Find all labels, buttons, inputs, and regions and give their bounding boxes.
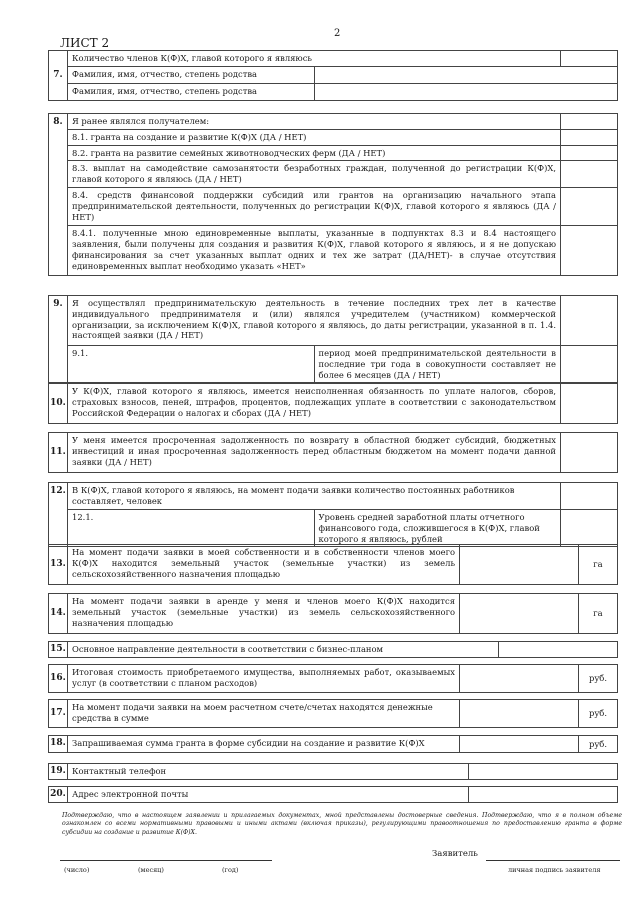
row-7-member-label: Фамилия, имя, отчество, степень родства [68, 67, 315, 84]
row-17-table [48, 699, 618, 728]
row-9-1-text: период моей предпринимательской деятельности в последние три года в совокупности составляет не более 6 месяцев (ДА / НЕТ) [314, 346, 561, 383]
row-12-table [48, 482, 618, 547]
row-number: 9. [49, 296, 68, 383]
row-9-1-number: 9.1. [68, 346, 315, 383]
answer-cell[interactable] [460, 594, 579, 634]
answer-cell[interactable] [460, 700, 579, 728]
unit-label: га [579, 545, 618, 585]
date-line[interactable] [60, 860, 272, 861]
answer-cell[interactable] [460, 736, 579, 753]
row-19-table [48, 763, 618, 780]
row-17-text: На момент подачи заявки на моем расчетном счете/счетах находятся денежные средства в сумме [68, 700, 460, 728]
row-number: 19. [49, 764, 68, 780]
row-11-table [48, 432, 618, 473]
row-20-table [48, 786, 618, 803]
answer-cell[interactable] [561, 346, 618, 383]
answer-cell[interactable] [561, 384, 618, 424]
row-8-4-1-text: 8.4.1. полученные мною единовременные выплаты, указанные в подпунктах 8.3 и 8.4 настоящего заявления, были получены для создания и развития К(Ф)Х, главой которого я являюсь, и я не допускаю финансирования за счет указанных выплат одних и тех же затрат (ДА/НЕТ)- в случае отсутствия единовременных выплат необходимо указать «НЕТ» [68, 226, 561, 276]
row-18-table [48, 735, 618, 753]
row-10-text: У К(Ф)Х, главой которого я являюсь, имеется неисполненная обязанность по уплате налогов, сборов, страховых взносов, пеней, штрафов, процентов, подлежащих уплате в соответствии с законодательством Российской Федерации о налогах и сборах (ДА / НЕТ) [68, 384, 561, 424]
unit-label: га [579, 594, 618, 634]
answer-cell[interactable] [561, 296, 618, 346]
row-10-table [48, 383, 618, 424]
row-9-table [48, 295, 618, 383]
footer-day-label: (число) [64, 866, 90, 874]
answer-cell[interactable] [314, 67, 618, 84]
row-number: 20. [49, 787, 68, 803]
row-number: 11. [49, 433, 68, 473]
answer-cell[interactable] [561, 129, 618, 145]
answer-cell[interactable] [561, 161, 618, 188]
row-16-text: Итоговая стоимость приобретаемого имущества, выполняемых работ, оказываемых услуг (в соответствии с планом расходов) [68, 665, 460, 693]
unit-label: руб. [579, 700, 618, 728]
answer-cell[interactable] [561, 483, 618, 510]
row-14-text: На момент подачи заявки в аренде у меня и членов моего К(Ф)Х находится земельный участок (земельные участки) из земель сельскохозяйственного назначения площадью [68, 594, 460, 634]
page-number: 2 [334, 28, 341, 39]
row-8-4-text: 8.4. средств финансовой поддержки субсидий или грантов на организацию начального этапа предпринимательской деятельности, полученных до регистрации К(Ф)Х, главой которого я являюсь (ДА / НЕТ) [68, 188, 561, 226]
answer-cell[interactable] [561, 145, 618, 161]
answer-cell[interactable] [561, 114, 618, 130]
answer-cell[interactable] [561, 226, 618, 276]
unit-label: руб. [579, 665, 618, 693]
row-9-text: Я осуществлял предпринимательскую деятельность в течение последних трех лет в качестве индивидуального предпринимателя и (или) являлся учредителем (участником) коммерческой организации, за исключением К(Ф)Х, главой которого я являюсь, до даты регистрации, указанной в п. 1.4. настоящей заявки (ДА / НЕТ) [68, 296, 561, 346]
row-13-text: На момент подачи заявки в моей собственности и в собственности членов моего К(Ф)Х находится земельный участок (земельные участки) из земель сельскохозяйственного назначения площадью [68, 545, 460, 585]
row-11-text: У меня имеется просроченная задолженность по возврату в областной бюджет субсидий, бюджетных инвестиций и иная просроченная задолженность перед областным бюджетом на момент подачи данной заявки (ДА / НЕТ) [68, 433, 561, 473]
row-14-table [48, 593, 618, 634]
row-number: 16. [49, 665, 68, 693]
row-number: 18. [49, 736, 68, 753]
row-7-member-label: Фамилия, имя, отчество, степень родства [68, 84, 315, 101]
answer-cell[interactable] [460, 665, 579, 693]
row-20-text: Адрес электронной почты [68, 787, 469, 803]
row-number: 7. [49, 51, 68, 101]
answer-cell[interactable] [314, 84, 618, 101]
row-8-1-text: 8.1. гранта на создание и развитие К(Ф)Х (ДА / НЕТ) [68, 129, 561, 145]
answer-cell[interactable] [561, 51, 618, 67]
row-15-text: Основное направление деятельности в соответствии с бизнес-планом [68, 642, 499, 658]
email-field[interactable] [469, 787, 618, 803]
signature-line[interactable] [486, 860, 620, 861]
answer-cell[interactable] [460, 545, 579, 585]
row-number: 8. [49, 114, 68, 276]
row-8-3-text: 8.3. выплат на самодействие самозанятости безработных граждан, полученной до регистрации К(Ф)Х, главой которого я являюсь (ДА / НЕТ) [68, 161, 561, 188]
answer-cell[interactable] [561, 433, 618, 473]
row-12-1-text: Уровень средней заработной платы отчетного финансового года, сложившегося в К(Ф)Х, главой которого я являюсь, рублей [314, 510, 561, 547]
row-8-text: Я ранее являлся получателем: [68, 114, 561, 130]
footer-signature-label: личная подпись заявителя [508, 866, 601, 874]
row-number: 13. [49, 545, 68, 585]
row-number: 17. [49, 700, 68, 728]
row-18-text: Запрашиваемая сумма гранта в форме субсидии на создание и развитие К(Ф)Х [68, 736, 460, 753]
unit-label: руб. [579, 736, 618, 753]
footer-year-label: (год) [222, 866, 239, 874]
consent-statement: Подтверждаю, что в настоящем заявлении и прилагаемых документах, мной представлены достоверные сведения. Подтверждаю, что я в полном объеме ознакомлен со всеми нормативными правовыми и иными актами (включая приказы), регулирующими правоотношения по предоставлению гранта в форме субсидии на создание и развитие К(Ф)Х. [62, 812, 622, 836]
answer-cell[interactable] [499, 642, 618, 658]
row-15-table [48, 641, 618, 658]
contact-phone-field[interactable] [469, 764, 618, 780]
answer-cell[interactable] [561, 510, 618, 547]
row-number: 10. [49, 384, 68, 424]
row-12-text: В К(Ф)Х, главой которого я являюсь, на момент подачи заявки количество постоянных работников составляет, человек [68, 483, 561, 510]
row-8-2-text: 8.2. гранта на развитие семейных животноводческих ферм (ДА / НЕТ) [68, 145, 561, 161]
row-12-1-number: 12.1. [68, 510, 315, 547]
row-7-table [48, 50, 618, 101]
row-7-text: Количество членов К(Ф)Х, главой которого я являюсь [68, 51, 561, 67]
sheet-label: ЛИСТ 2 [60, 36, 110, 50]
applicant-label: Заявитель [432, 849, 478, 859]
row-number: 14. [49, 594, 68, 634]
row-19-text: Контактный телефон [68, 764, 469, 780]
answer-cell[interactable] [561, 188, 618, 226]
row-16-table [48, 664, 618, 693]
row-number: 12. [49, 483, 68, 547]
row-13-table [48, 544, 618, 585]
row-number: 15. [49, 642, 68, 658]
footer-month-label: (месяц) [138, 866, 164, 874]
row-8-table [48, 113, 618, 276]
